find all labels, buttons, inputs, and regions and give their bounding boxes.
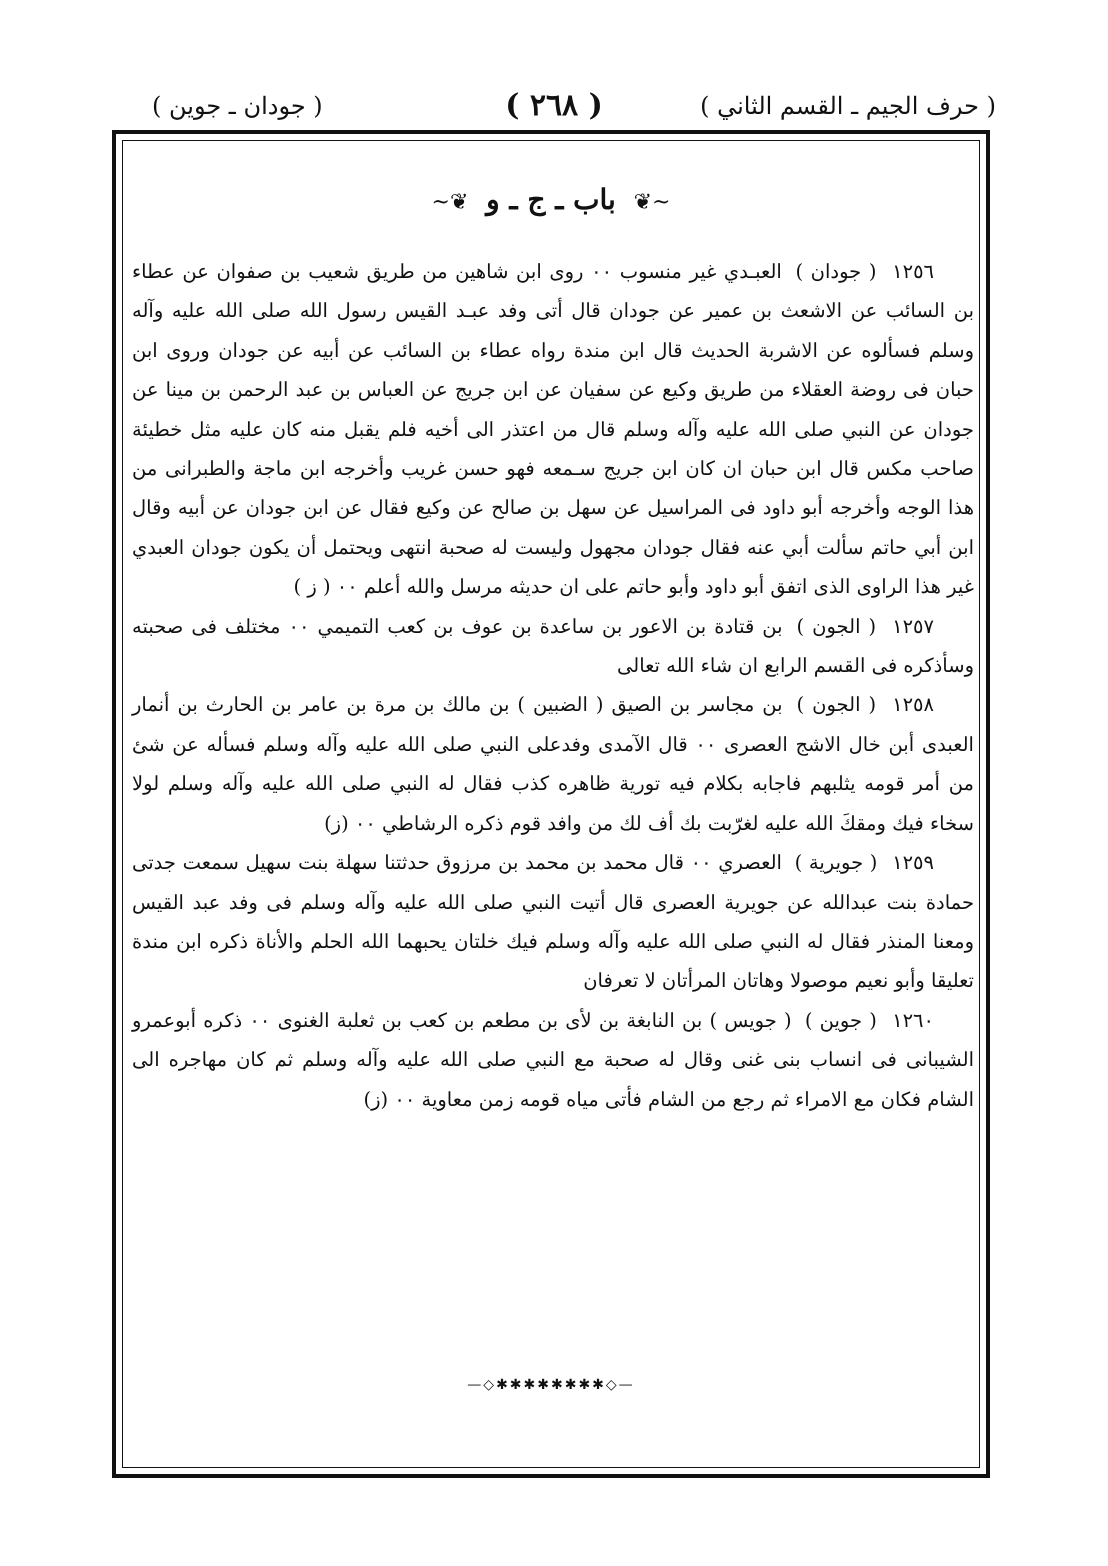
entry-name: ( جويرية ): [794, 851, 878, 875]
entry-text: العبـدي غير منسوب ٠٠ روى ابن شاهين من طريق شعيب بن صفوان عن عطاء بن السائب عن الاشعث بن عمير عن جودان قال أتى وفد عبـد القيس رسول الله صلى الله عليه وآله وسلم فسألوه عن الاشربة الحديث قال ابن مندة رواه عطاء بن السائب عن أبيه عن جودان وروى ابن حبان فى روضة العقلاء من طريق وكيع عن سفيان عن ابن جريج عن العباس بن عبد الرحمن بن مينا عن جودان عن النبي صلى الله عليه وآله وسلم قال من اعتذر الى أخيه فلم يقبل منه كان عليه مثل خطيئة صاحب مكس قال ابن حبان ان كان ابن جريج سـمعه فهو حسن غريب وأخرجه ابن ماجة والطبرانى من هذا الوجه وأخرجه أبو داود فى المراسيل عن سهل بن صالح عن وكيع فقال عن ابن جودان عن أبيه وقال ابن أبي حاتم سألت أبي عنه فقال جودان مجهول وليست له صحبة انتهى ويحتمل أن يكون جودان العبدي غير هذا الراوى الذى اتفق أبو داود وأبو حاتم على ان حديثه مرسل والله أعلم ٠٠ ( ز ): [132, 260, 975, 599]
entry-name: ( جوين ): [804, 1008, 877, 1032]
entry-number: ١٢٥٩: [892, 851, 935, 875]
entry: [132, 843, 974, 1001]
entry-text: بن مجاسر بن الصيق ( الضبين ) بن مالك بن مرة بن عامر بن الحارث بن أنمار العبدى أبن خال الاشج العصرى ٠٠ قال الآمدى وفدعلى النبي صلى الله عليه وآله وسلم فسأله عن شئ من أمر قومه يثلبهم فاجابه بكلام فيه تورية ظاهره كذب فقال له النبي صلى الله عليه وآله وسلم لولا سخاء فيك ومقكَ الله عليه لغرّبت بك أف لك من وافد قوم ذكره الرشاطي ٠٠ (ز): [132, 693, 974, 835]
entry-number: ١٢٥٦: [892, 260, 935, 283]
header-section-title: ( حرف الجيم ـ القسم الثاني ): [700, 92, 996, 120]
entry-name: ( جودان ): [795, 260, 877, 283]
entry-name: ( الجون ): [796, 614, 877, 638]
entry-number: ١٢٥٧: [892, 614, 935, 638]
entry: [132, 1001, 974, 1119]
entry: [132, 607, 974, 686]
entry-number: ١٢٦٠: [892, 1008, 935, 1032]
header-entry-range: ( جودان ـ جوين ): [152, 92, 323, 120]
entry-name: ( الجون ): [796, 693, 877, 717]
heading-ornament-right: ~❦: [633, 190, 671, 215]
entry-text: ( جويس ) بن النابغة بن لأى بن مطعم بن كعب بن ثعلبة الغنوى ٠٠ ذكره أبوعمرو الشيبانى فى انساب بنى غنى وقال له صحبة مع النبي صلى الله عليه وآله وسلم ثم كان مهاجره الى الشام فكان مع الامراء ثم رجع من الشام فأتى مياه قومه زمن معاوية ٠٠ (ز): [132, 1008, 974, 1111]
entry-text: بن قتادة بن الاعور بن ساعدة بن عوف بن كعب التميمي ٠٠ مختلف فى صحبته وسأذكره فى القسم الرابع ان شاء الله تعالى: [132, 614, 974, 678]
entries-body: [132, 252, 974, 1119]
entry: [132, 252, 974, 607]
entry-text: العصري ٠٠ قال محمد بن محمد بن مرزوق حدثتنا سهلة بنت سهيل سمعت جدتى حمادة بنت عبدالله عن جويرية العصرى قال أتيت النبي صلى الله عليه وآله وسلم فى وفد عبد القيس ومعنا المنذر فقال له النبي صلى الله عليه وآله وسلم فيك خلتان يحبهما الله الحلم والأناة ذكره ابن مندة تعليقا وأبو نعيم موصولا وهاتان المرأتان لا تعرفان: [132, 851, 974, 993]
entry: [132, 685, 974, 843]
page-number: ( ٢٦٨ ): [505, 88, 603, 123]
entry-number: ١٢٥٨: [892, 693, 935, 717]
page-header: [112, 88, 996, 132]
chapter-title: باب ـ ج ـ و: [486, 183, 616, 216]
chapter-heading: [122, 183, 980, 216]
footer-ornament: —◇✱✱✱✱✱✱✱✱◇—: [467, 1377, 635, 1393]
heading-ornament-left: ❦~: [431, 190, 469, 215]
